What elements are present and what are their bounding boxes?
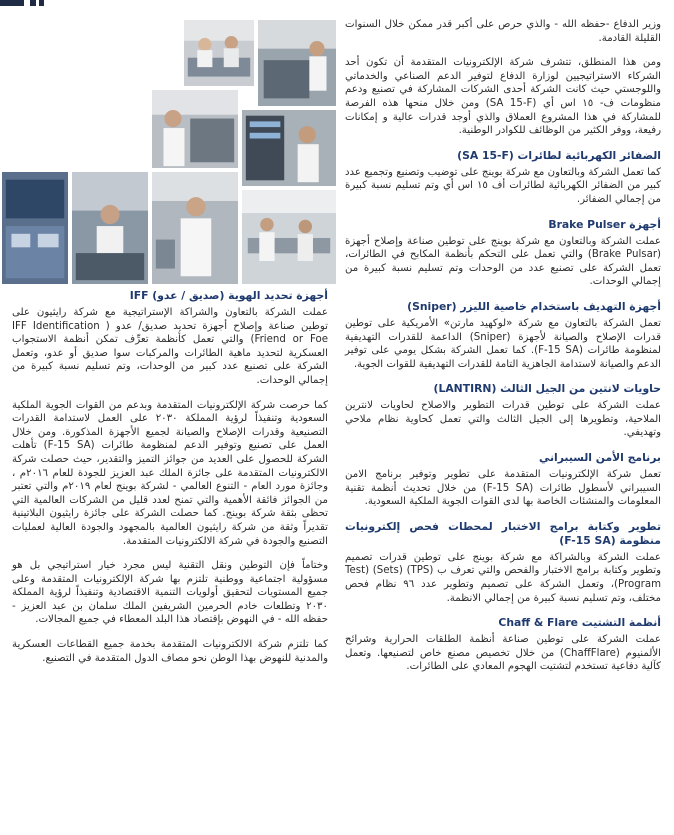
engineer-at-console-photo: [70, 170, 150, 286]
section-heading-chaff-flare: أنظمة التشتيت Chaff & Flare: [498, 616, 661, 630]
awards-paragraph: كما حرصت شركة الإلكترونيات المتقدمة وبدعم من القوات الجوية الملكية السعودية وتنفيذاً لرؤية المملكة ٢٠٣٠ على العمل لاستدامة القدرات التصنيعية وقدرات الإصلاح والصيانة لجميع الأجهزة المذكورة. ومن خلال العمل على تصنيع وتوفير الدعم لمنظومة طائرات (F-15 SA) تأهلت الشركة للحصول على العديد من جوائز التميز والتقدير، حيث حصلت شركة الالكترونيات المتقدمة على جائزة الملك عبد العزيز للجودة للعام ٢٠١٦م ، وجائزة مورد العام - التنوع العالمي - لشركة بوينج لعام ٢٠١٩م والتي تعتبر من الجوائز فائقة الأهمية والتي تمنح لعدد قليل من الشركات العالمية التي تحظى بثقة شركة بوينج. كما حصلت الشركة على جائزة رايثيون البلاتينية تقديراً وثقة من شركة رايثيون العالمية بالمجهود والجودة العالية لعمليات التصنيع والجودة في شركة الالكترونيات المتقدمة.: [12, 399, 328, 547]
workers-circuit-bench-photo: [182, 18, 256, 88]
engineer-lab-coat-photo: [150, 170, 240, 286]
technician-at-machine-photo: [256, 18, 338, 108]
right-column: [345, 18, 661, 685]
intro-paragraph: وزير الدفاع -حفظه الله - والذي حرص على أكبر قدر ممكن خلال السنوات القليلة القادمة.: [345, 19, 661, 44]
intro-paragraph: ومن هذا المنطلق، تتشرف شركة الإلكترونيات المتقدمة أن تكون أحد الشركاء الاستراتيجيين لوزارة الدفاع لتوفير الدعم الصناعي والخدماتي واللوجستي حيث كانت الشركة أحدى الشركات المشاركة في تصنيع ودعم منظومات ف- ١٥ اس أي (SA 15-F) ومن خلال منحها هذه الفرصة للمشاركة في هذا المشروع العملاق والذي أوجد قدرات عالية و إمكانات رفيعة، ووفر الكثير من الوظائف للكوادر الوطنية.: [345, 57, 661, 137]
engineer-at-rack-photo: [240, 108, 338, 188]
section-heading-sniper: أجهزة التهديف باستخدام خاصية الليزر (Sniper): [407, 299, 661, 313]
section-heading-lantirn: حاويات لانتين من الجيل الثالث (LANTIRN): [433, 382, 661, 396]
section-text-lantirn: عملت الشركة على توطين قدرات التطوير والاصلاح لحاويات لانترين الملاحية، وتطويرها إلى الجيل الثالث والتي تعمل كحاوية نظام ملاحي وتهديفي.: [345, 400, 661, 439]
section-text-brake-pulser: عملت الشركة وبالتعاون مع شركة بوينج على توطين صناعة وإصلاح أجهزة (Brake Pulsar) والتي تعمل على التحكم بأنظمة المكابح في الطائرات، تعمل الشركة على تصنيع عدد من الوحدات وتم تسليم نسبة كبيرة من إجمالي الوحدات.: [345, 235, 661, 288]
section-heading-test-programs: تطوير وكتابة برامج الاختبار لمحطات فحص إلكترونيات منظومة (F-15 SA): [345, 519, 661, 547]
production-line-photo: [240, 188, 338, 286]
section-text-chaff-flare: عملت الشركة على توطين صناعة أنظمة الطلقات الحرارية وشرائح الألمنيوم (ChaffFlare) من خلال تخصيص مصنع خاص لتصنيعها. وتعمل كآلية دفاعية تستخدم لتشتيت الهجوم المعادي على الطائرات.: [345, 634, 661, 673]
engineer-with-equipment-photo: [150, 88, 240, 170]
section-text-sniper: تعمل الشركة بالتعاون مع شركة «لوكهيد مارتن» الأمريكية على توطين قدرات الإصلاح والصيانة لأجهزة (Sniper) الداعمة للقدرات التهديفية لمنظومة طائرات (F-15 SA). كما تعمل الشركة بشكل يومي على توفير الدعم والصيانة لاستدامة الجاهزية التامة للقدرات التهديفية للقوات الجوية.: [345, 317, 662, 370]
factory-floor-photo: [0, 88, 150, 170]
section-heading-cyber-security: برنامج الأمن السيبراني: [539, 451, 661, 465]
section-heading-harnesses: الضفائر الكهربائية لطائرات (SA 15-F): [457, 148, 661, 162]
section-heading-brake-pulser: أجهزة Brake Pulser: [548, 217, 661, 231]
section-text-test-programs: عملت الشركة وبالشراكة مع شركة بوينج على توطين قدرات تصميم وتطوير وكتابة برامج الاختبار والفحص والتي تعرف ب (TPS) (Sets) (Test Program)، وتعمل الشركة على تصميم وتطوير عدد ٩٦ نظام فحص مختلف، وتم تسليم نسبة كبيرة من إجمالي الانظمة.: [345, 551, 662, 604]
localization-paragraph: وختاماً فإن التوطين ونقل التقنية ليس مجرد خيار استراتيجي بل هو مسؤولية اجتماعية ووطنية تلتزم بها شركة الإلكترونيات المتقدمة وعلى جميع المستويات لتحقيق أولويات التنمية الاقتصادية وتنفيذاً لرؤية المملكة ٢٠٣٠ وتطلعات خادم الحرمين الشريفين الملك سلمان بن عبد العزيز - حفظه الله - في النهوض بإقتصاد هذا البلد المعطاء في جميع المجالات.: [12, 560, 328, 626]
closing-paragraph: كما تلتزم شركة الالكترونيات المتقدمة بخدمة جميع القطاعات العسكرية والمدنية للنهوض بهذا الوطن نحو مصاف الدول المتقدمة في التصنيع.: [12, 639, 328, 664]
section-text-iff: عملت الشركة بالتعاون والشراكة الإستراتيجية مع شركة رايثيون على توطين صناعة وإصلاح أجهزة تحديد صديق/ عدو ( IFF Identification Friend or Foe) والتي تعمل كأنظمة تعرِّف تمكن أنظمة الاستجواب العسكرية لتحديد ماهية الطائرات والمركبات سوا صديق أو عدو، وتعمل الشركة على تصنيع عدد كبير من الوحدات، وتم تسليم نسبة كبيرة من إجمالي الوحدات.: [12, 307, 328, 386]
section-text-cyber-security: تعمل شركة الإلكترونيات المتقدمة على تطوير وتوفير برنامج الامن السيبراني لأسطول طائرات (F-15 SA) من خلال تحديث أنظمة تقنية المعلومات والمنشئات الخاصة بها لدى القوات الجوية الملكية السعودية.: [345, 469, 661, 508]
section-heading-iff: أجهزة تحديد الهوية (صديق / عدو) IFF: [129, 289, 328, 302]
photo-collage: [0, 18, 338, 286]
left-column: [12, 289, 328, 676]
top-edge-mark: [0, 0, 44, 7]
section-text-harnesses: كما تعمل الشركة وبالتعاون مع شركة بوينج على توضيب وتصنيع وتجميع عدد كبير من الضفائر الكهربائية لطائرات أف ١٥ اس أي وتم تسليم نسبة كبيرة من إجمالي الضفائر.: [345, 166, 662, 205]
electronics-assembly-photo: [0, 170, 70, 286]
